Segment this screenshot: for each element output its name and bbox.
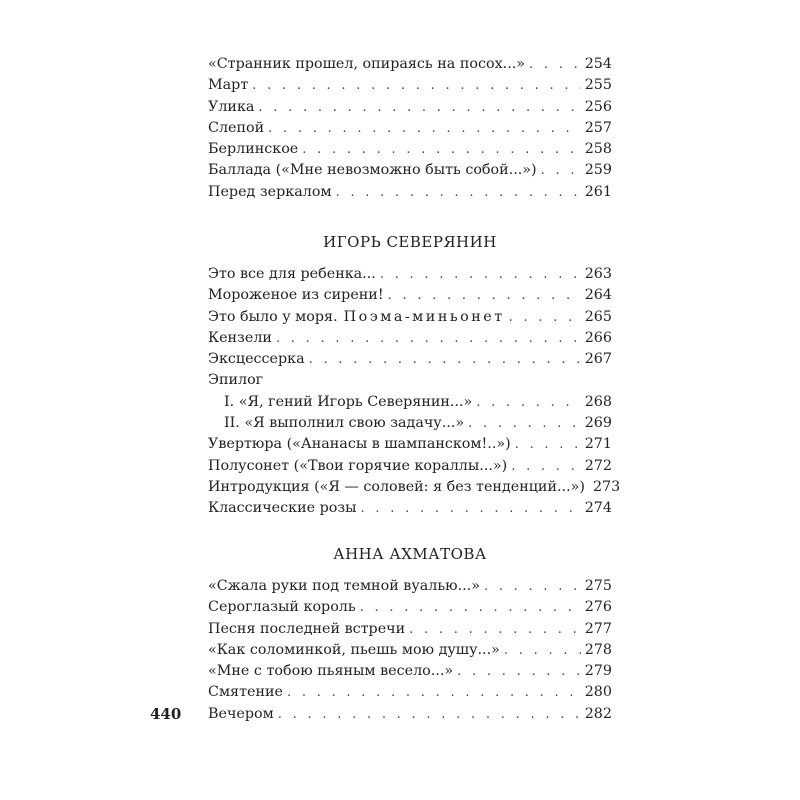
entry-page: 266 [584,329,612,346]
entry-page: 276 [584,599,612,616]
dot-leader [504,640,581,661]
section-heading: АННА АХМАТОВА [333,545,487,563]
entry-title: Эпилог [208,372,264,389]
toc-entry [208,619,612,640]
dot-leader [380,264,581,285]
entry-title: Баллада («Мне невозможно быть собой...») [208,162,537,179]
entry-page: 280 [584,684,612,701]
dot-leader [476,392,580,413]
toc-section-2 [208,264,621,520]
entry-title: Вечером [208,705,274,722]
entry-page: 271 [584,436,612,453]
toc-entry [208,328,612,349]
entry-page: 269 [584,415,612,432]
dot-leader [361,498,581,519]
dot-leader [360,597,581,618]
dot-leader [276,328,581,349]
entry-page: 279 [584,663,612,680]
entry-page: 259 [584,162,612,179]
entry-page: 275 [584,578,612,594]
entry-title: «Странник прошел, опираясь на посох...» [208,56,526,72]
dot-leader [252,75,580,96]
entry-title: «Сжала руки под темной вуалью...» [208,578,480,594]
entry-title: Слепой [208,119,265,136]
entry-title: Это все для ребенка... [208,266,376,282]
entry-title: Кензели [208,329,272,346]
entry-page: 265 [584,308,612,325]
dot-leader [258,97,580,118]
entry-page: 257 [584,119,612,136]
toc-entry [208,139,612,160]
toc-section-1 [208,54,612,203]
toc-section-3 [208,576,612,725]
toc-entry [208,349,612,370]
entry-page: 255 [584,77,612,94]
entry-title: Март [208,77,249,94]
entry-title: Эксцессерка [208,351,305,368]
toc-entry [208,434,612,455]
toc-entry [208,97,612,118]
dot-leader [484,576,581,597]
entry-page: 282 [584,705,612,722]
entry-page: 261 [584,183,612,200]
page-number: 440 [150,705,182,723]
dot-leader [457,661,581,682]
dot-leader [302,139,580,160]
dot-leader [268,118,581,139]
section-heading: ИГОРЬ СЕВЕРЯНИН [323,233,497,251]
toc-entry [208,264,612,285]
dot-leader [511,456,581,477]
entry-page: 256 [584,98,612,115]
toc-entry [208,307,612,328]
toc-entry [208,160,612,181]
toc-entry [208,118,612,139]
entry-title: Мороженое из сирени! [208,287,384,304]
entry-title: «Мне с тобою пьяным весело...» [208,663,454,680]
entry-page: 277 [584,620,612,637]
entry-title: Интродукция («Я — соловей: я без тенденций...») [208,478,585,495]
dot-leader [468,413,581,434]
entry-title: Сероглазый король [208,599,356,616]
dot-leader [336,182,581,203]
entry-subtitle: Поэма-миньонет [343,308,505,325]
entry-title: I. «Я, гений Игорь Северянин...» [224,393,473,410]
dot-leader [309,349,581,370]
toc-entry [208,640,612,661]
toc-entry [208,413,612,434]
dot-leader [515,434,581,455]
toc-entry [208,54,612,75]
toc-entry [208,661,612,682]
toc-entry [208,597,612,618]
entry-title: Смятение [208,684,283,701]
entry-title: II. «Я выполнил свою задачу...» [224,415,465,432]
entry-title: Берлинское [208,141,299,158]
toc-entry [208,576,612,597]
entry-title: Классические розы [208,500,357,517]
dot-leader [287,682,581,703]
entry-title: Это было у моря. [208,308,338,325]
toc-entry [208,285,612,306]
toc-entry [208,682,612,703]
dot-leader [529,54,581,75]
dot-leader [278,704,581,725]
toc-entry [208,477,621,498]
dot-leader [409,619,581,640]
toc-entry [208,75,612,96]
entry-page: 274 [584,500,612,517]
dot-leader [541,160,581,181]
toc-entry [208,182,612,203]
entry-title: Улика [208,98,255,115]
entry-page: 268 [584,393,612,410]
entry-title: Перед зеркалом [208,183,332,200]
toc-entry [208,392,612,413]
entry-page: 264 [584,287,612,304]
toc-entry [208,456,612,477]
entry-page: 263 [584,266,612,282]
dot-leader [388,285,581,306]
entry-title: Песня последней встречи [208,620,406,637]
dot-leader [509,307,581,328]
entry-title: Увертюра («Ананасы в шампанском!..») [208,436,511,453]
entry-page: 258 [584,141,612,158]
entry-page: 278 [584,641,612,658]
toc-entry-group [208,370,612,391]
toc-entry [208,704,612,725]
entry-page: 272 [584,457,612,474]
entry-page: 273 [592,478,621,495]
entry-title: «Как соломинкой, пьешь мою душу...» [208,641,500,658]
toc-entry [208,498,612,519]
entry-page: 254 [584,56,612,72]
entry-title: Полусонет («Твои горячие кораллы...») [208,457,508,474]
entry-page: 267 [584,351,612,368]
